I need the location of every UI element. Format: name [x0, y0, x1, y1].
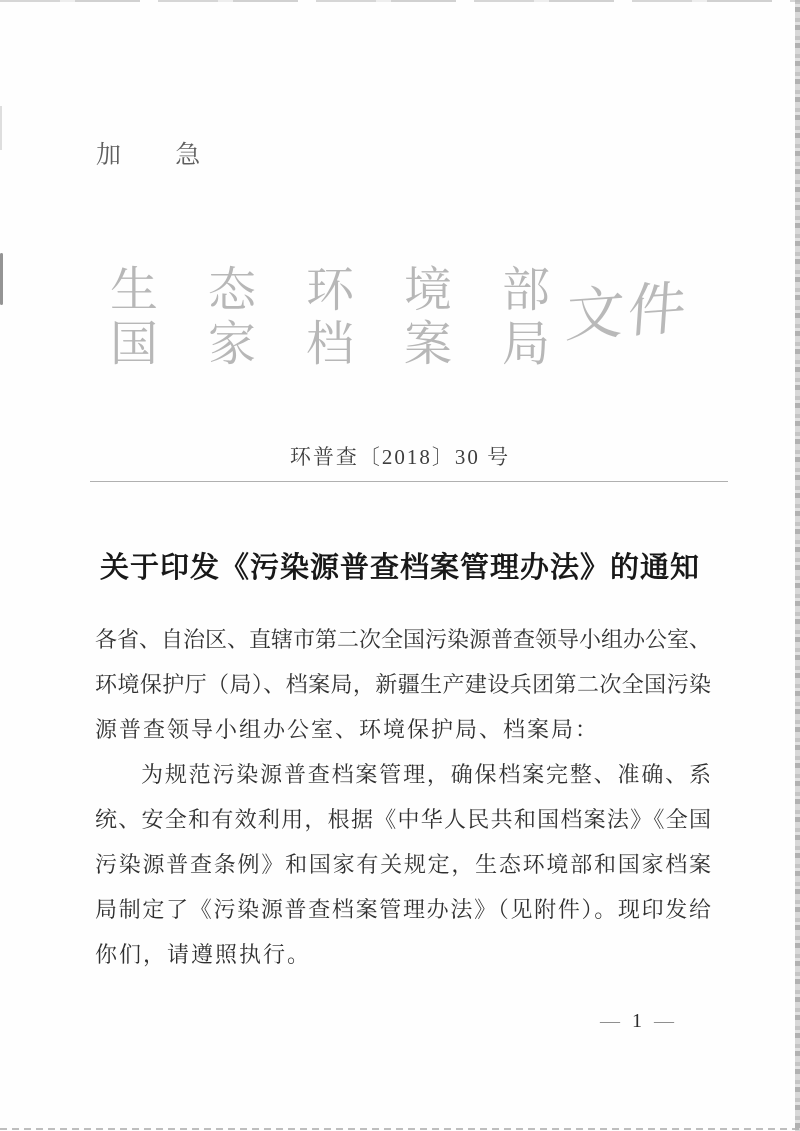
scan-artifact-top-edge: [0, 0, 800, 2]
page-number-dash-right: —: [654, 1010, 674, 1032]
body-line: 各省、自治区、直辖市第二次全国污染源普查领导小组办公室、: [95, 627, 711, 652]
scan-artifact-left-mark: [0, 253, 3, 305]
body-line: 环境保护厅（局）、档案局，新疆生产建设兵团第二次全国污染: [95, 672, 711, 697]
page-number: [600, 1010, 674, 1033]
notice-title: 关于印发《污染源普查档案管理办法》的通知: [99, 552, 700, 584]
letterhead-issuer-line-1: 生态环境部: [110, 264, 601, 317]
letterhead-issuer-line-2: 国家档案局: [110, 318, 601, 371]
letterhead-separator-rule: [90, 481, 728, 482]
document-number: 环普查〔2018〕30 号: [289, 445, 511, 469]
body-line: 你们，请遵照执行。: [95, 942, 312, 967]
notice-body: [95, 617, 711, 977]
scan-artifact-left-faint: [0, 106, 2, 150]
body-line: 为规范污染源普查档案管理，确保档案完整、准确、系: [141, 762, 711, 787]
body-line: 局制定了《污染源普查档案管理办法》（见附件）。现印发给: [95, 897, 711, 922]
urgency-stamp: 加 急: [96, 142, 225, 169]
body-line: 污染源普查条例》和国家有关规定，生态环境部和国家档案: [95, 852, 711, 877]
page-number-dash-left: —: [600, 1010, 620, 1032]
body-line: 源普查领导小组办公室、环境保护局、档案局：: [95, 717, 600, 742]
scan-artifact-bottom-edge: [0, 1128, 800, 1130]
body-line: 统、安全和有效利用，根据《中华人民共和国档案法》《全国: [95, 807, 711, 832]
page-number-value: 1: [632, 1010, 642, 1032]
letterhead-document-word: 文件: [563, 275, 693, 350]
